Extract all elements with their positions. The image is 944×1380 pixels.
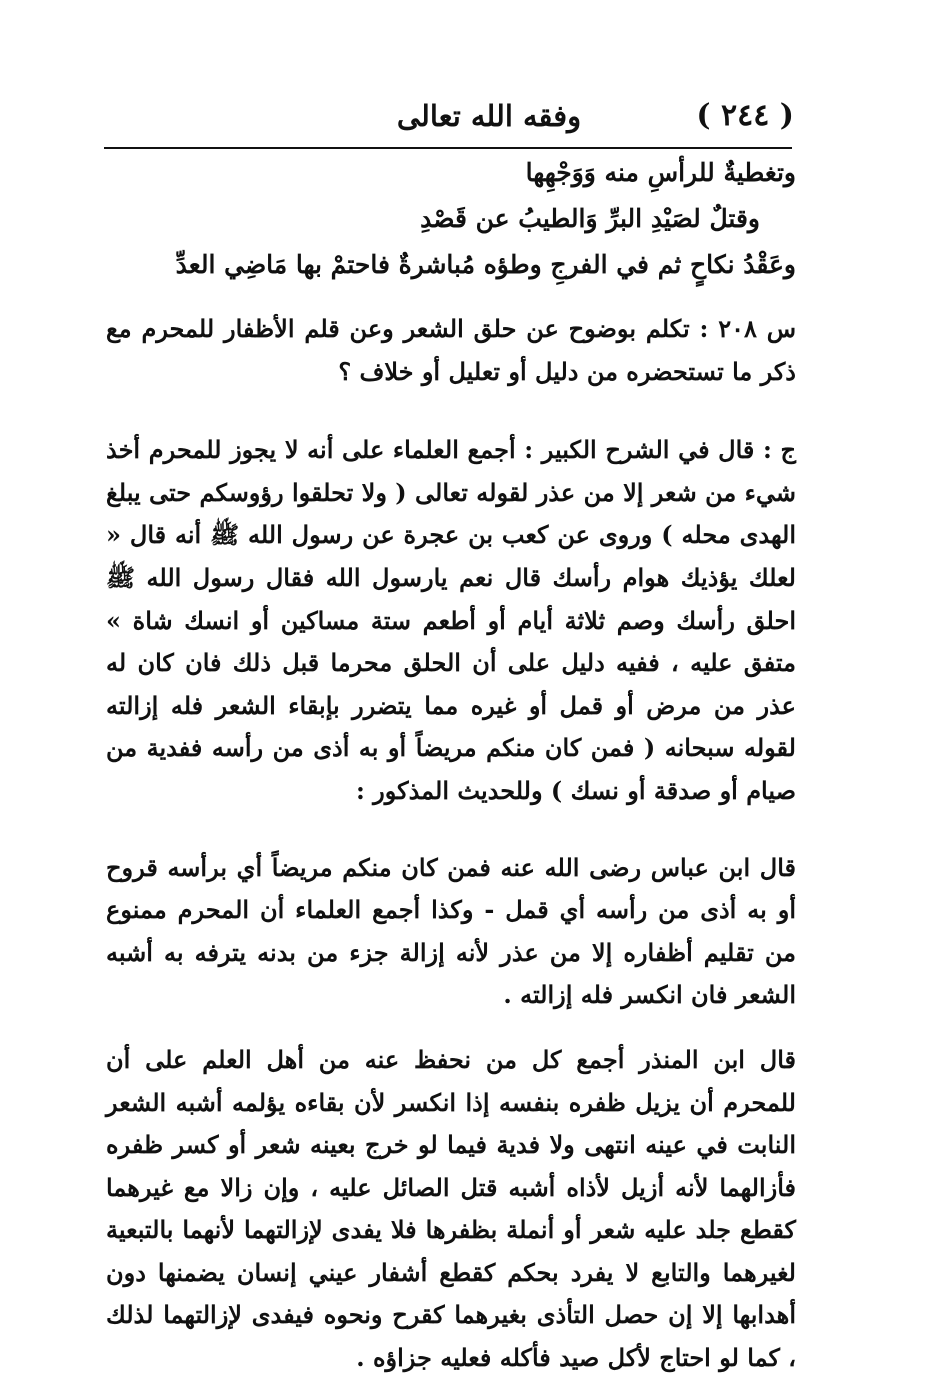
ibn-abbas-paragraph: قال ابن عباس رضى الله عنه فمن كان منكم مريضاً أي برأسه قروح أو به أذى من رأسه أي قمل - وكذا أجمع العلماء أن المحرم ممنوع من تقليم أظفاره إلا من عذر لأنه إزالة جزء من بدنه يترفه به أشبه الشعر فان انكسر فله إزالته .	[106, 852, 796, 1010]
page-number: ( ٢٤٤ )	[696, 98, 794, 133]
header-rule	[104, 147, 792, 149]
verse-line-3: وعَقْدُ نكاحٍ ثم في الفرجِ وطؤه مُباشرةٌ فاحتمْ بها مَاضِي العدِّ	[175, 250, 796, 279]
running-title: وفقه الله تعالى	[396, 99, 582, 133]
verse-line-1: وتغطيةٌ للرأسِ منه وَوَجْهِها	[525, 158, 796, 187]
ibn-almundhir-paragraph: قال ابن المنذر أجمع كل من نحفظ عنه من أهل العلم على أن للمحرم أن يزيل ظفره بنفسه إذا انكسر لأن بقاءه يؤلمه أشبه الشعر النابت في عينه انتهى ولا فدية فيما لو خرج بعينه شعر أو كسر ظفره فأزالهما لأنه أزيل لأذاه أشبه قتل الصائل عليه ، وإن زالا مع غيرهما كقطع جلد عليه شعر أو أنملة بظفرها فلا يفدى لإزالتهما لأنهما بالتبعية لغيرهما والتابع لا يفرد بحكم كقطع أشفار عيني إنسان يضمنها دون أهدابها إلا إن حصل التأذى بغيرهما كقرح ونحوه فيفدى لإزالتهما لذلك ، كما لو احتاج لأكل صيد فأكله فعليه جزاؤه .	[106, 1044, 796, 1373]
page-body	[106, 150, 796, 1380]
page-header	[104, 94, 794, 142]
question-paragraph: س ٢٠٨ : تكلم بوضوح عن حلق الشعر وعن قلم الأظفار للمحرم مع ذكر ما تستحضره من دليل أو تعليل أو خلاف ؟	[106, 314, 796, 386]
verse-line-2: وقتلٌ لصَيْدِ البرِّ وَالطيبُ عن قَصْدِ	[420, 204, 760, 233]
answer-paragraph: ج : قال في الشرح الكبير : أجمع العلماء على أنه لا يجوز للمحرم أخذ شيء من شعر إلا من عذر لقوله تعالى ( ولا تحلقوا رؤوسكم حتى يبلغ الهدى محله ) وروى عن كعب بن عجرة عن رسول الله ﷺ أنه قال « لعلك يؤذيك هوام رأسك قال نعم يارسول الله فقال رسول الله ﷺ احلق رأسك وصم ثلاثة أيام أو أطعم ستة مساكين أو انسك شاة » متفق عليه ، ففيه دليل على أن الحلق محرما قبل ذلك فان كان له عذر من مرض أو قمل أو غيره مما يتضرر بإبقاء الشعر فله إزالته لقوله سبحانه ( فمن كان منكم مريضاً أو به أذى من رأسه ففدية من صيام أو صدقة أو نسك ) وللحديث المذكور :	[106, 435, 796, 805]
